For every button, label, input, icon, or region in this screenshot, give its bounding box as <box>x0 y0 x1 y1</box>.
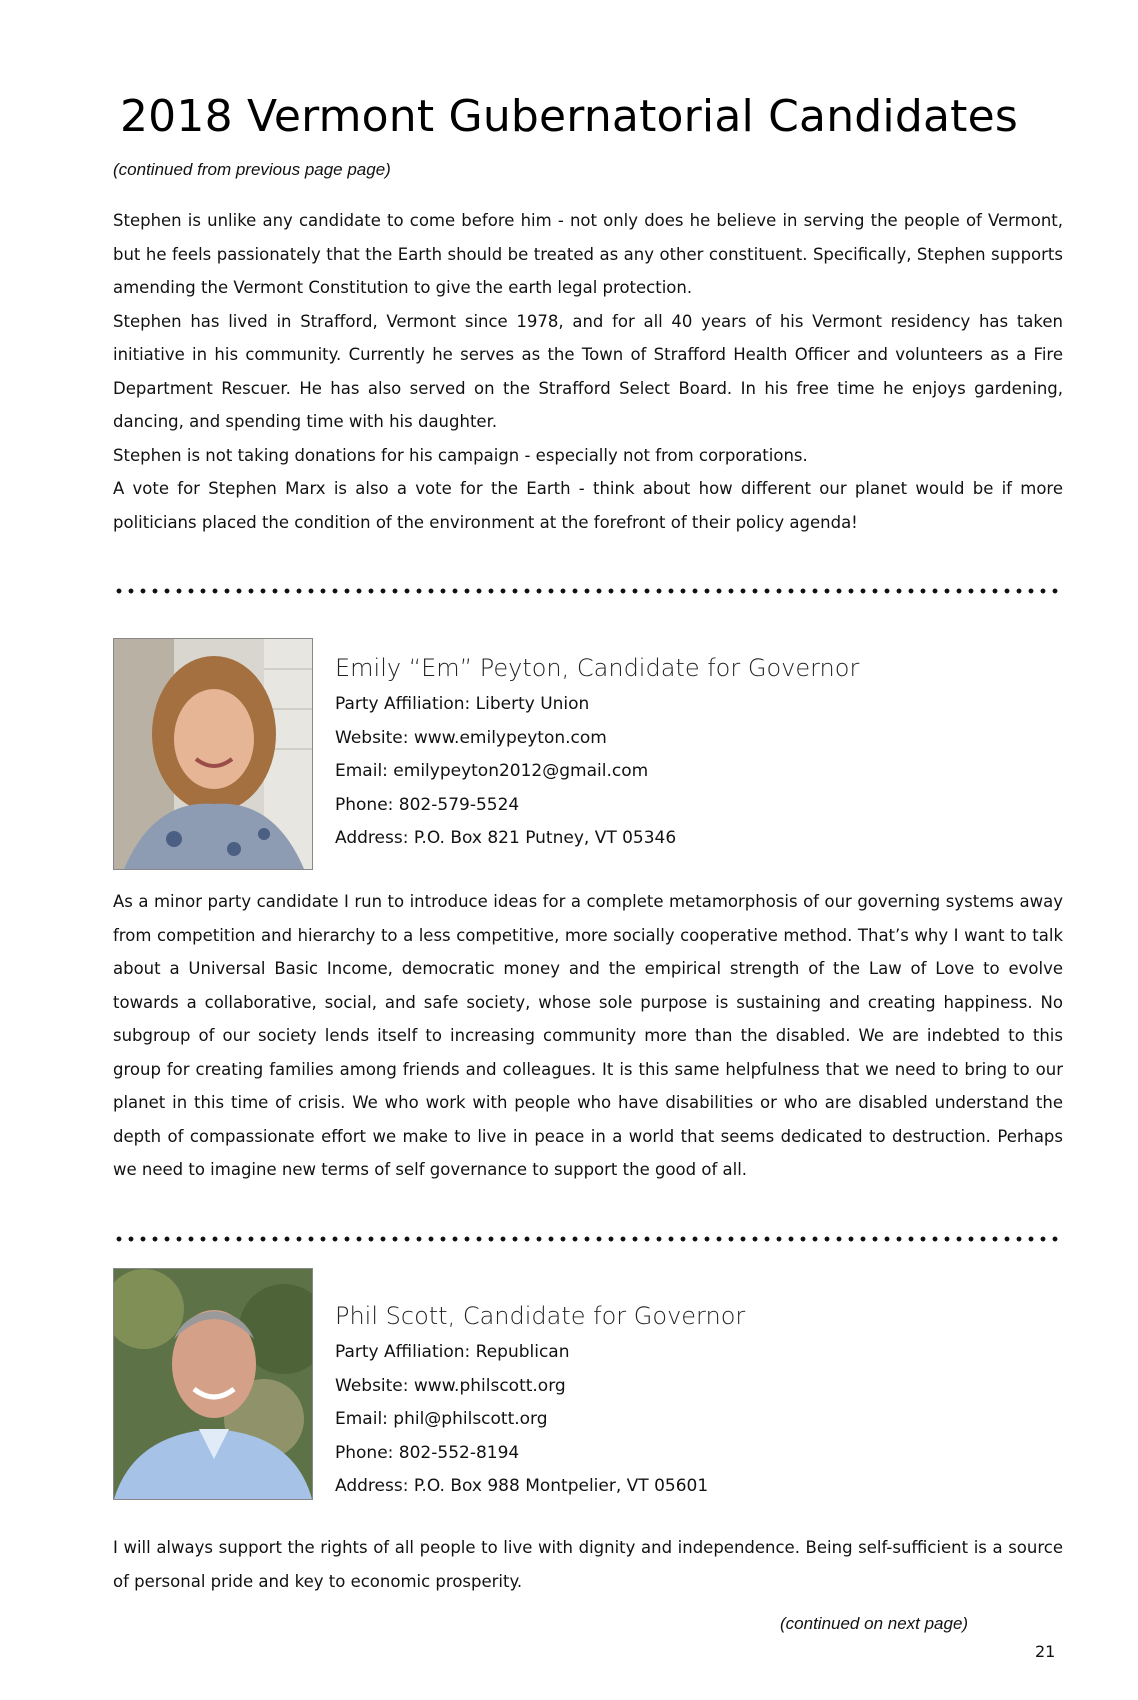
party-affiliation: Party Affiliation: Liberty Union <box>335 694 590 714</box>
website: Website: www.philscott.org <box>335 1375 566 1396</box>
bio-paragraph: A vote for Stephen Marx is also a vote for the Earth - think about how different our planet would be if more politicians placed the condition of the environment at the forefront of their policy agenda! <box>113 479 1063 532</box>
emily-peyton-statement: As a minor party candidate I run to introduce ideas for a complete metamorphosis of our governing systems away from competition and hierarchy to a less competitive, more socially cooperative method. That’s why I want to talk about a Universal Basic Income, democratic money and the empirical strength of the Law of Love to evolve towards a collaborative, social, and safe society, whose sole purpose is sustaining and creating happiness. No subgroup of our society lends itself to increasing community more than the disabled. We are indebted to this group for creating families among friends and colleagues. It is this same helpfulness that we need to bring to our planet in this time of crisis. We who work with people who have disabilities or who are disabled understand the depth of compassionate effort we make to live in peace in a world that seems dedicated to destruction. Perhaps we need to imagine new terms of self governance to support the good of all. <box>113 892 1063 1179</box>
phone: Phone: 802-579-5524 <box>335 794 520 815</box>
address: Address: P.O. Box 821 Putney, VT 05346 <box>335 828 677 848</box>
email: Email: emilypeyton2012@gmail.com <box>335 761 649 781</box>
dotted-divider <box>113 588 1063 594</box>
continued-from-note: (continued from previous page page) <box>113 160 391 179</box>
emily-peyton-photo <box>113 638 313 870</box>
bio-paragraph: Stephen has lived in Strafford, Vermont since 1978, and for all 40 years of his Vermont residency has taken initiative in his community. Currently he serves as the Town of Strafford Health Officer and volunteers as a Fire Department Rescuer. He has also served on the Strafford Select Board. In his free time he enjoys gardening, dancing, and spending time with his daughter. <box>113 311 1063 431</box>
bio-paragraph: Stephen is unlike any candidate to come before him - not only does he believe in serving the people of Vermont, but he feels passionately that the Earth should be treated as any other constituent. Specifically, Stephen supports amending the Vermont Constitution to give the earth legal protection. <box>113 211 1063 297</box>
email: Email: phil@philscott.org <box>335 1409 548 1429</box>
candidate-name: Emily “Em” Peyton, Candidate for Governor <box>335 654 860 682</box>
stephen-marx-bio <box>113 204 1063 539</box>
candidate-name: Phil Scott, Candidate for Governor <box>335 1302 746 1330</box>
page-title: 2018 Vermont Gubernatorial Candidates <box>119 91 1018 143</box>
party-affiliation: Party Affiliation: Republican <box>335 1342 570 1362</box>
phone: Phone: 802-552-8194 <box>335 1442 520 1463</box>
emily-peyton-info <box>335 650 1055 856</box>
continued-next-note: (continued on next page) <box>780 1614 969 1633</box>
phil-scott-info <box>335 1298 1055 1504</box>
page-number: 21 <box>1035 1642 1056 1661</box>
phil-scott-statement: I will always support the rights of all people to live with dignity and independence. Being self-sufficient is a source of personal pride and key to economic prosperity. <box>113 1538 1063 1591</box>
bio-paragraph: Stephen is not taking donations for his campaign - especially not from corporations. <box>113 445 808 465</box>
website: Website: www.emilypeyton.com <box>335 727 607 748</box>
phil-scott-photo <box>113 1268 313 1500</box>
dotted-divider <box>113 1236 1063 1242</box>
address: Address: P.O. Box 988 Montpelier, VT 05601 <box>335 1476 709 1496</box>
